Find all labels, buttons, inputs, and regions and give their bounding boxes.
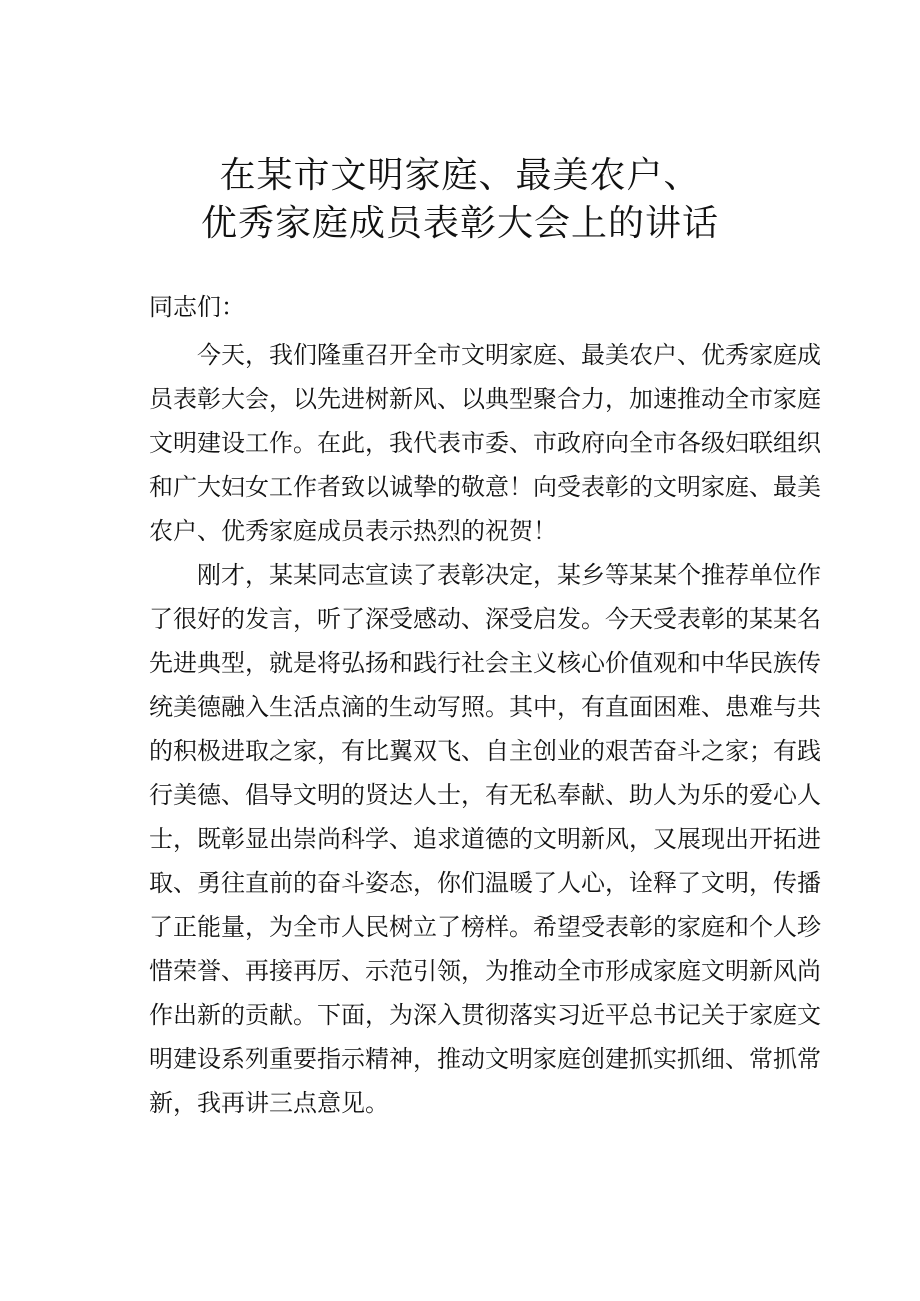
paragraph-1-line: 今天，我们隆重召开全市文明家庭、最美农户、优秀家庭成 (197, 341, 821, 369)
paragraph-1-line: 农户、优秀家庭成员表示热烈的祝贺！ (149, 517, 557, 545)
paragraph-2-line: 新，我再讲三点意见。 (149, 1089, 389, 1117)
title-line-2: 优秀家庭成员表彰大会上的讲话 (200, 203, 719, 244)
paragraph-2-line: 明建设系列重要指示精神，推动文明家庭创建抓实抓细、常抓常 (149, 1045, 821, 1073)
paragraph-2-line: 先进典型，就是将弘扬和践行社会主义核心价值观和中华民族传 (149, 649, 821, 677)
paragraph-2-line: 作出新的贡献。下面，为深入贯彻落实习近平总书记关于家庭文 (149, 1001, 821, 1029)
paragraph-2-line: 了正能量，为全市人民树立了榜样。希望受表彰的家庭和个人珍 (149, 913, 821, 941)
paragraph-1-line: 和广大妇女工作者致以诚挚的敬意！向受表彰的文明家庭、最美 (149, 473, 821, 501)
paragraph-2-line: 行美德、倡导文明的贤达人士，有无私奉献、助人为乐的爱心人 (149, 781, 821, 809)
paragraph-1-line: 员表彰大会，以先进树新风、以典型聚合力，加速推动全市家庭 (149, 385, 821, 413)
paragraph-2-line: 统美德融入生活点滴的生动写照。其中，有直面困难、患难与共 (149, 693, 821, 721)
paragraph-1-line: 文明建设工作。在此，我代表市委、市政府向全市各级妇联组织 (149, 429, 821, 457)
document-title (0, 152, 920, 248)
salutation: 同志们： (149, 293, 245, 321)
paragraph-2-line: 刚才，某某同志宣读了表彰决定，某乡等某某个推荐单位作 (197, 561, 821, 589)
paragraph-2-line: 的积极进取之家，有比翼双飞、自主创业的艰苦奋斗之家；有践 (149, 737, 821, 765)
paragraph-2-line: 了很好的发言，听了深受感动、深受启发。今天受表彰的某某名 (149, 605, 821, 633)
paragraph-2-line: 士，既彰显出崇尚科学、追求道德的文明新风，又展现出开拓进 (149, 825, 821, 853)
paragraph-2-line: 取、勇往直前的奋斗姿态，你们温暖了人心，诠释了文明，传播 (149, 869, 821, 897)
title-line-1: 在某市文明家庭、最美农户、 (219, 155, 701, 196)
document-body (149, 333, 821, 1125)
paragraph-2-line: 惜荣誉、再接再厉、示范引领，为推动全市形成家庭文明新风尚 (149, 957, 821, 985)
